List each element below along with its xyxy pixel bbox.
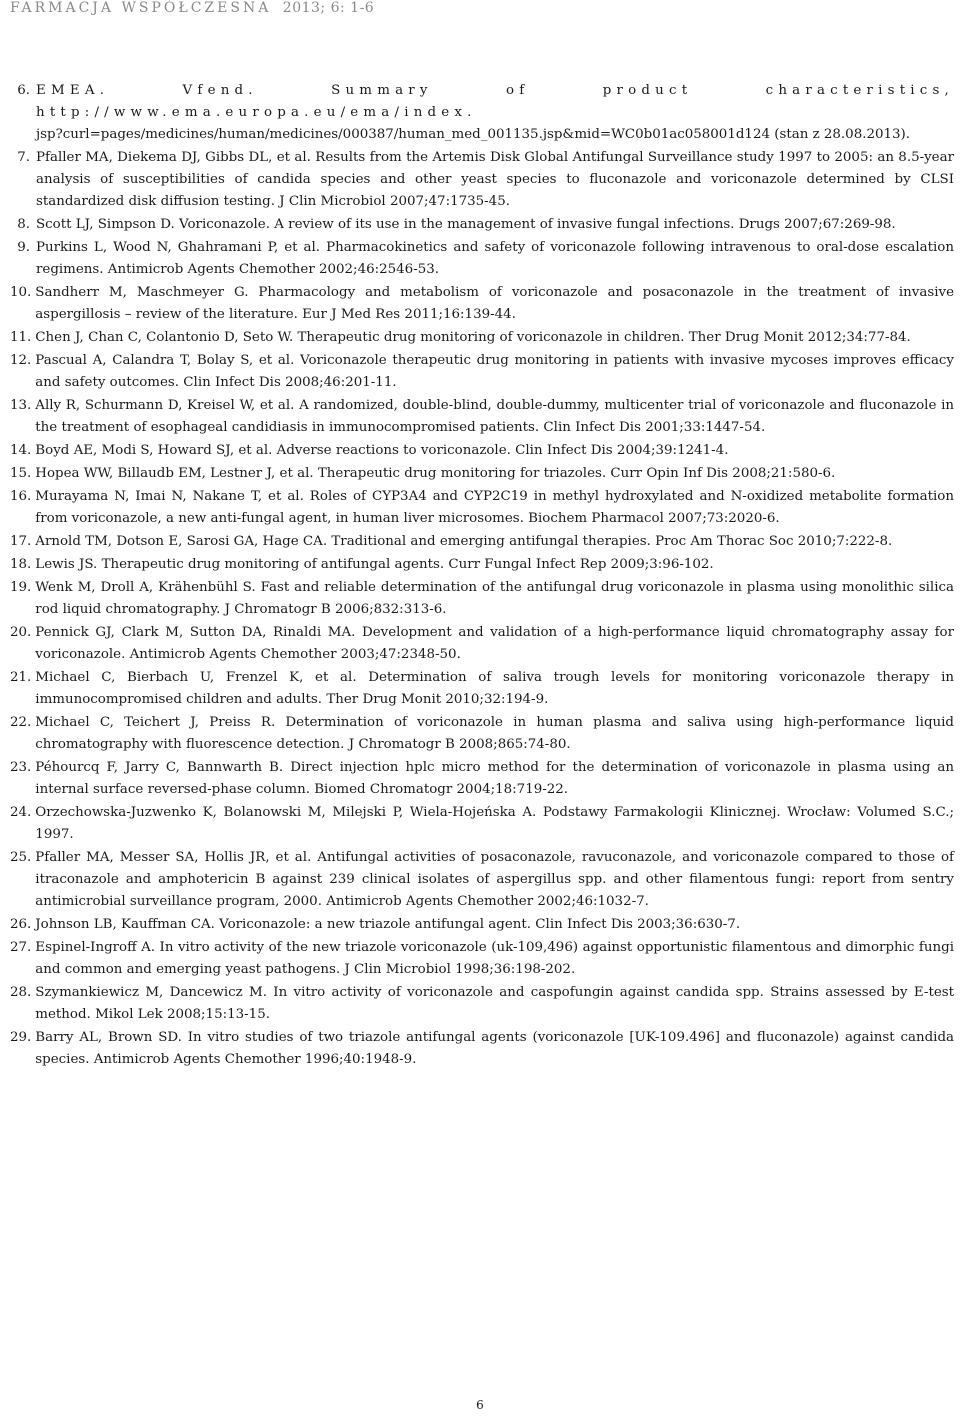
reference-number: 29. — [10, 1030, 32, 1045]
reference-text: Szymankiewicz M, Dancewicz M. In vitro activity of voriconazole and caspofungin against candida spp. Strains assessed by E-test method. Mikol Lek 2008;15:13-15. — [35, 985, 954, 1022]
reference-item — [10, 982, 954, 1026]
reference-text: Pfaller MA, Diekema DJ, Gibbs DL, et al. Results from the Artemis Disk Global Antifungal Surveillance study 1997 to 2005: an 8.5-year analysis of susceptibilities of candida species and other yeast species to fluconazole and voriconazole determined by CLSI standardized disk diffusion testing. J Clin Microbiol 2007;47:1735-45. — [36, 150, 954, 209]
reference-item — [10, 577, 954, 621]
reference-number: 19. — [10, 580, 32, 595]
reference-text: Michael C, Bierbach U, Frenzel K, et al. Determination of saliva trough levels for monitoring voriconazole therapy in immunocompromised children and adults. Ther Drug Monit 2010;32:194-9. — [35, 670, 954, 707]
reference-number: 12. — [10, 353, 32, 368]
page-number: 6 — [476, 1398, 484, 1412]
reference-item — [10, 486, 954, 530]
reference-number: 11. — [10, 330, 32, 345]
reference-number: 24. — [10, 805, 32, 820]
reference-text: Arnold TM, Dotson E, Sarosi GA, Hage CA. Traditional and emerging antifungal therapies. Proc Am Thorac Soc 2010;7:222-8. — [35, 534, 893, 549]
reference-number: 16. — [10, 489, 32, 504]
reference-text: Johnson LB, Kauffman CA. Voriconazole: a new triazole antifungal agent. Clin Infect Dis 2003;36:630-7. — [35, 917, 741, 932]
reference-text — [30, 80, 954, 146]
reference-text: Pfaller MA, Messer SA, Hollis JR, et al. Antifungal activities of posaconazole, ravuconazole, and voriconazole compared to those of itraconazole and amphotericin B against 239 clinical isolates of aspergillus spp. and other filamentous fungi: report from sentry antimicrobial surveillance program, 2000. Antimicrob Agents Chemother 2002;46:1032-7. — [35, 850, 954, 909]
journal-header — [10, 0, 374, 16]
reference-item — [10, 1027, 954, 1071]
reference-text: Péhourcq F, Jarry C, Bannwarth B. Direct injection hplc micro method for the determination of voriconazole in plasma using an internal surface reversed-phase column. Biomed Chromatogr 2004;18:719-22. — [35, 760, 954, 797]
reference-text: Michael C, Teichert J, Preiss R. Determination of voriconazole in human plasma and saliva using high-performance liquid chromatography with fluorescence detection. J Chromatogr B 2008;865:74-80. — [35, 715, 954, 752]
reference-text: Wenk M, Droll A, Krähenbühl S. Fast and reliable determination of the antifungal drug voriconazole in plasma using monolithic silica rod liquid chromatography. J Chromatogr B 2006;832:313-6. — [35, 580, 954, 617]
reference-item — [10, 395, 954, 439]
reference-item — [10, 712, 954, 756]
reference-number: 9. — [17, 240, 30, 255]
reference-text: Chen J, Chan C, Colantonio D, Seto W. Therapeutic drug monitoring of voriconazole in children. Ther Drug Monit 2012;34:77-84. — [35, 330, 911, 345]
reference-number: 23. — [10, 760, 32, 775]
reference-text: Sandherr M, Maschmeyer G. Pharmacology and metabolism of voriconazole and posaconazole in the treatment of invasive aspergillosis – review of the literature. Eur J Med Res 2011;16:139-44. — [35, 285, 954, 322]
reference-item — [10, 463, 954, 485]
reference-text: Barry AL, Brown SD. In vitro studies of two triazole antifungal agents (voriconazole [UK-109.496] and fluconazole) against candida species. Antimicrob Agents Chemother 1996;40:1948-9. — [35, 1030, 954, 1067]
reference-item — [10, 147, 954, 213]
reference-number: 27. — [10, 940, 32, 955]
journal-title: FARMACJA WSPÓŁCZESNA — [10, 0, 272, 16]
reference-item — [10, 667, 954, 711]
reference-text: Pascual A, Calandra T, Bolay S, et al. Voriconazole therapeutic drug monitoring in patients with invasive mycoses improves efficacy and safety outcomes. Clin Infect Dis 2008;46:201-11. — [35, 353, 954, 390]
reference-number: 17. — [10, 534, 32, 549]
journal-issue: 2013; 6: 1-6 — [282, 0, 375, 16]
reference-text: Espinel-Ingroff A. In vitro activity of the new triazole voriconazole (uk-109,496) against opportunistic filamentous and dimorphic fungi and common and emerging yeast pathogens. J Clin Microbiol 1998;36:198-202. — [35, 940, 954, 977]
reference-number: 25. — [10, 850, 32, 865]
reference-item — [10, 214, 954, 236]
reference-text-line2: jsp?curl=pages/medicines/human/medicines/000387/human_med_001135.jsp&mid=WC0b01ac058001d124 (stan z 28.08.2013). — [36, 127, 911, 142]
reference-item — [10, 847, 954, 913]
reference-number: 21. — [10, 670, 32, 685]
reference-item — [10, 757, 954, 801]
reference-item — [10, 80, 954, 146]
reference-number: 15. — [10, 466, 32, 481]
reference-item — [10, 554, 954, 576]
reference-number: 22. — [10, 715, 32, 730]
reference-text-line1: EMEA. Vfend. Summary of product characteristics, http://www.ema.europa.eu/ema/index. — [36, 83, 954, 120]
reference-number: 7. — [17, 150, 30, 165]
reference-text: Pennick GJ, Clark M, Sutton DA, Rinaldi MA. Development and validation of a high-performance liquid chromatography assay for voriconazole. Antimicrob Agents Chemother 2003;47:2348-50. — [35, 625, 954, 662]
reference-text: Orzechowska-Juzwenko K, Bolanowski M, Milejski P, Wiela-Hojeńska A. Podstawy Farmakologii Klinicznej. Wrocław: Volumed S.C.; 1997. — [35, 805, 954, 842]
reference-number: 10. — [10, 285, 32, 300]
reference-item — [10, 802, 954, 846]
reference-number: 8. — [17, 217, 30, 232]
reference-item — [10, 282, 954, 326]
reference-item — [10, 914, 954, 936]
reference-number: 20. — [10, 625, 32, 640]
reference-text: Purkins L, Wood N, Ghahramani P, et al. Pharmacokinetics and safety of voriconazole following intravenous to oral-dose escalation regimens. Antimicrob Agents Chemother 2002;46:2546-53. — [36, 240, 954, 277]
reference-number: 14. — [10, 443, 32, 458]
reference-item — [10, 937, 954, 981]
reference-item — [10, 440, 954, 462]
reference-item — [10, 237, 954, 281]
reference-item — [10, 350, 954, 394]
reference-text: Boyd AE, Modi S, Howard SJ, et al. Adverse reactions to voriconazole. Clin Infect Dis 2004;39:1241-4. — [35, 443, 729, 458]
reference-text: Scott LJ, Simpson D. Voriconazole. A review of its use in the management of invasive fungal infections. Drugs 2007;67:269-98. — [36, 217, 896, 232]
reference-text: Lewis JS. Therapeutic drug monitoring of antifungal agents. Curr Fungal Infect Rep 2009;3:96-102. — [35, 557, 714, 572]
reference-number: 26. — [10, 917, 32, 932]
reference-list — [10, 80, 954, 1072]
reference-item — [10, 327, 954, 349]
reference-number: 28. — [10, 985, 32, 1000]
reference-text: Ally R, Schurmann D, Kreisel W, et al. A randomized, double-blind, double-dummy, multicenter trial of voriconazole and fluconazole in the treatment of esophageal candidiasis in immunocompromised patients. Clin Infect Dis 2001;33:1447-54. — [35, 398, 954, 435]
reference-number: 13. — [10, 398, 32, 413]
reference-text: Murayama N, Imai N, Nakane T, et al. Roles of CYP3A4 and CYP2C19 in methyl hydroxylated and N-oxidized metabolite formation from voriconazole, a new anti-fungal agent, in human liver microsomes. Biochem Pharmacol 2007;73:2020-6. — [35, 489, 954, 526]
reference-number: 6. — [17, 83, 30, 98]
reference-item — [10, 531, 954, 553]
reference-text: Hopea WW, Billaudb EM, Lestner J, et al. Therapeutic drug monitoring for triazoles. Curr Opin Inf Dis 2008;21:580-6. — [35, 466, 836, 481]
reference-item — [10, 622, 954, 666]
reference-number: 18. — [10, 557, 32, 572]
